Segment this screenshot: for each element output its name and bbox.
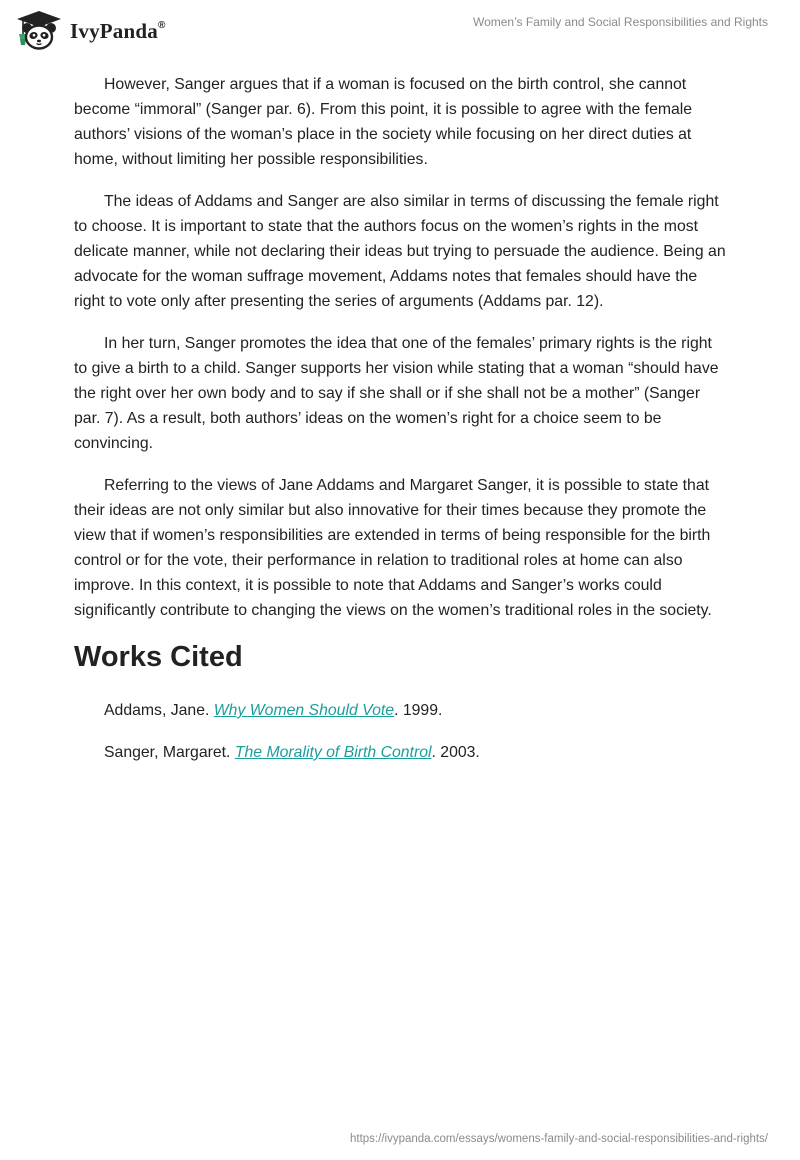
citation-author: Addams, Jane. — [104, 702, 214, 719]
citation-title-link[interactable]: Why Women Should Vote — [213, 702, 395, 719]
panda-graduate-icon — [14, 9, 64, 51]
footer-url[interactable]: https://ivypanda.com/essays/womens-family-and-social-responsibilities-and-rights/ — [350, 1133, 768, 1145]
body-paragraph: However, Sanger argues that if a woman is focused on the birth control, she cannot become “immoral” (Sanger par. 6). From this point, it is possible to agree with the female authors’ visions of the woman’s place in the society while focusing on her direct duties at home, without limiting her possible responsibilities. — [74, 76, 693, 168]
body-paragraph: The ideas of Addams and Sanger are also similar in terms of discussing the female right to choose. It is important to state that the authors focus on the women’s rights in the most delicate manner, while not declaring their ideas but trying to persuade the audience. Being an advocate for the woman suffrage movement, Addams notes that females should have the right to vote only after presenting the series of arguments (Addams par. 12). — [74, 193, 726, 310]
works-cited-heading: Works Cited — [74, 641, 243, 673]
ivypanda-logo[interactable] — [14, 9, 166, 51]
body-paragraph: Referring to the views of Jane Addams and Margaret Sanger, it is possible to state that their ideas are not only similar but also innovative for their times because they promote the view that if women’s responsibilities are extended in terms of being responsible for the birth control or for the vote, their performance in relation to traditional roles at home can also improve. In this context, it is possible to note that Addams and Sanger’s works could significantly contribute to changing the views on the women’s traditional roles in the society. — [74, 477, 712, 619]
running-title: Women’s Family and Social Responsibilities and Rights — [472, 15, 768, 29]
page-header — [0, 0, 800, 60]
citation-title-link[interactable]: The Morality of Birth Control — [234, 744, 432, 761]
citation-author: Sanger, Margaret. — [104, 744, 235, 761]
essay-content — [74, 72, 726, 782]
citation-year: . 2003. — [431, 744, 480, 761]
logo-wordmark: IvyPanda® — [70, 18, 166, 43]
citation-entry — [104, 698, 726, 723]
body-paragraph: In her turn, Sanger promotes the idea that one of the females’ primary rights is the right to give a birth to a child. Sanger supports her vision while stating that a woman “should have the right over her own body and to say if she shall or if she shall not be a mother” (Sanger par. 7). As a result, both authors’ ideas on the women’s right for a choice seem to be convincing. — [74, 335, 719, 452]
citation-year: . 1999. — [394, 702, 443, 719]
citation-entry — [104, 740, 726, 765]
